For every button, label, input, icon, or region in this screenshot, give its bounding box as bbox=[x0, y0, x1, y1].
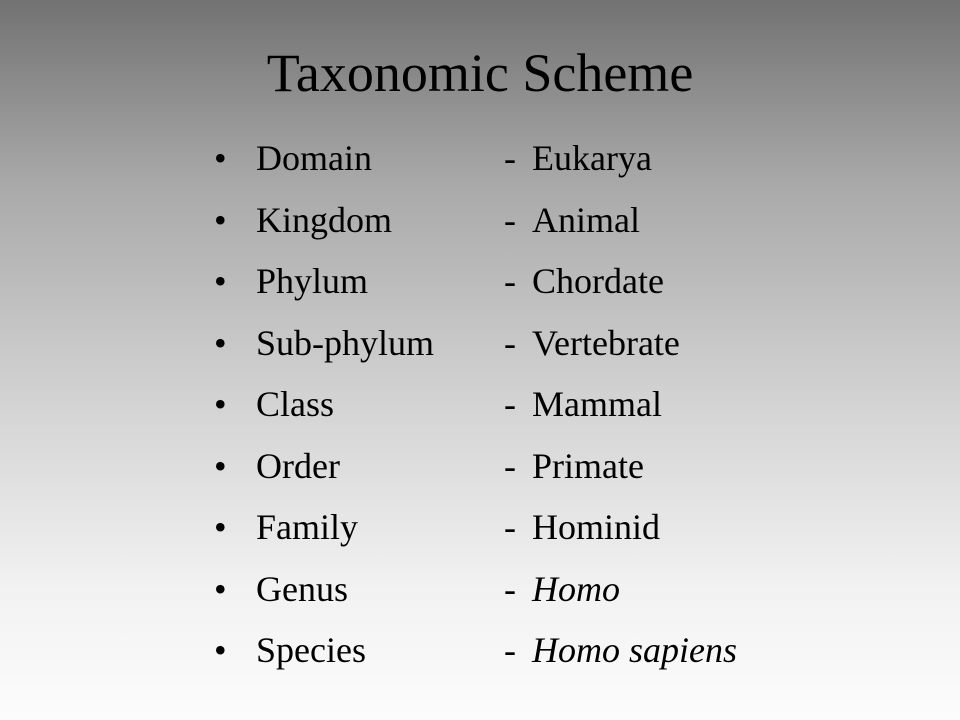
rank-label: Class bbox=[256, 384, 335, 424]
dash-separator: - bbox=[504, 507, 516, 547]
rank-label: Species bbox=[256, 630, 366, 670]
bullet-icon: • bbox=[214, 507, 227, 547]
rank-label: Kingdom bbox=[256, 199, 393, 240]
rank-label: Phylum bbox=[256, 261, 369, 301]
taxon-value: Eukarya bbox=[532, 138, 652, 178]
dash-separator: - bbox=[504, 445, 516, 486]
bullet-icon: • bbox=[214, 322, 227, 363]
dash-separator: - bbox=[504, 384, 516, 424]
bullet-icon: • bbox=[214, 138, 227, 178]
bullet-icon: • bbox=[214, 199, 227, 240]
taxon-value: Animal bbox=[532, 199, 640, 240]
bullet-icon: • bbox=[214, 630, 227, 670]
rank-label: Family bbox=[256, 507, 359, 547]
bullet-icon: • bbox=[214, 568, 227, 609]
dash-separator: - bbox=[504, 630, 516, 670]
rank-label: Order bbox=[256, 445, 340, 486]
rank-label: Genus bbox=[256, 568, 348, 609]
taxon-value: Homo sapiens bbox=[532, 630, 737, 670]
slide-title: Taxonomic Scheme bbox=[266, 43, 694, 103]
rank-label: Domain bbox=[256, 138, 372, 178]
bullet-icon: • bbox=[214, 445, 227, 486]
rank-label: Sub-phylum bbox=[256, 322, 435, 363]
dash-separator: - bbox=[504, 322, 516, 363]
taxon-value: Mammal bbox=[532, 384, 662, 424]
bullet-icon: • bbox=[214, 384, 227, 424]
dash-separator: - bbox=[504, 568, 516, 609]
taxon-value: Homo bbox=[532, 568, 620, 609]
taxon-value: Chordate bbox=[532, 261, 664, 301]
taxon-value: Vertebrate bbox=[532, 322, 680, 363]
taxon-value: Primate bbox=[532, 445, 644, 486]
dash-separator: - bbox=[504, 199, 516, 240]
dash-separator: - bbox=[504, 138, 516, 178]
bullet-icon: • bbox=[214, 261, 227, 301]
taxon-value: Hominid bbox=[532, 507, 661, 547]
dash-separator: - bbox=[504, 261, 516, 301]
